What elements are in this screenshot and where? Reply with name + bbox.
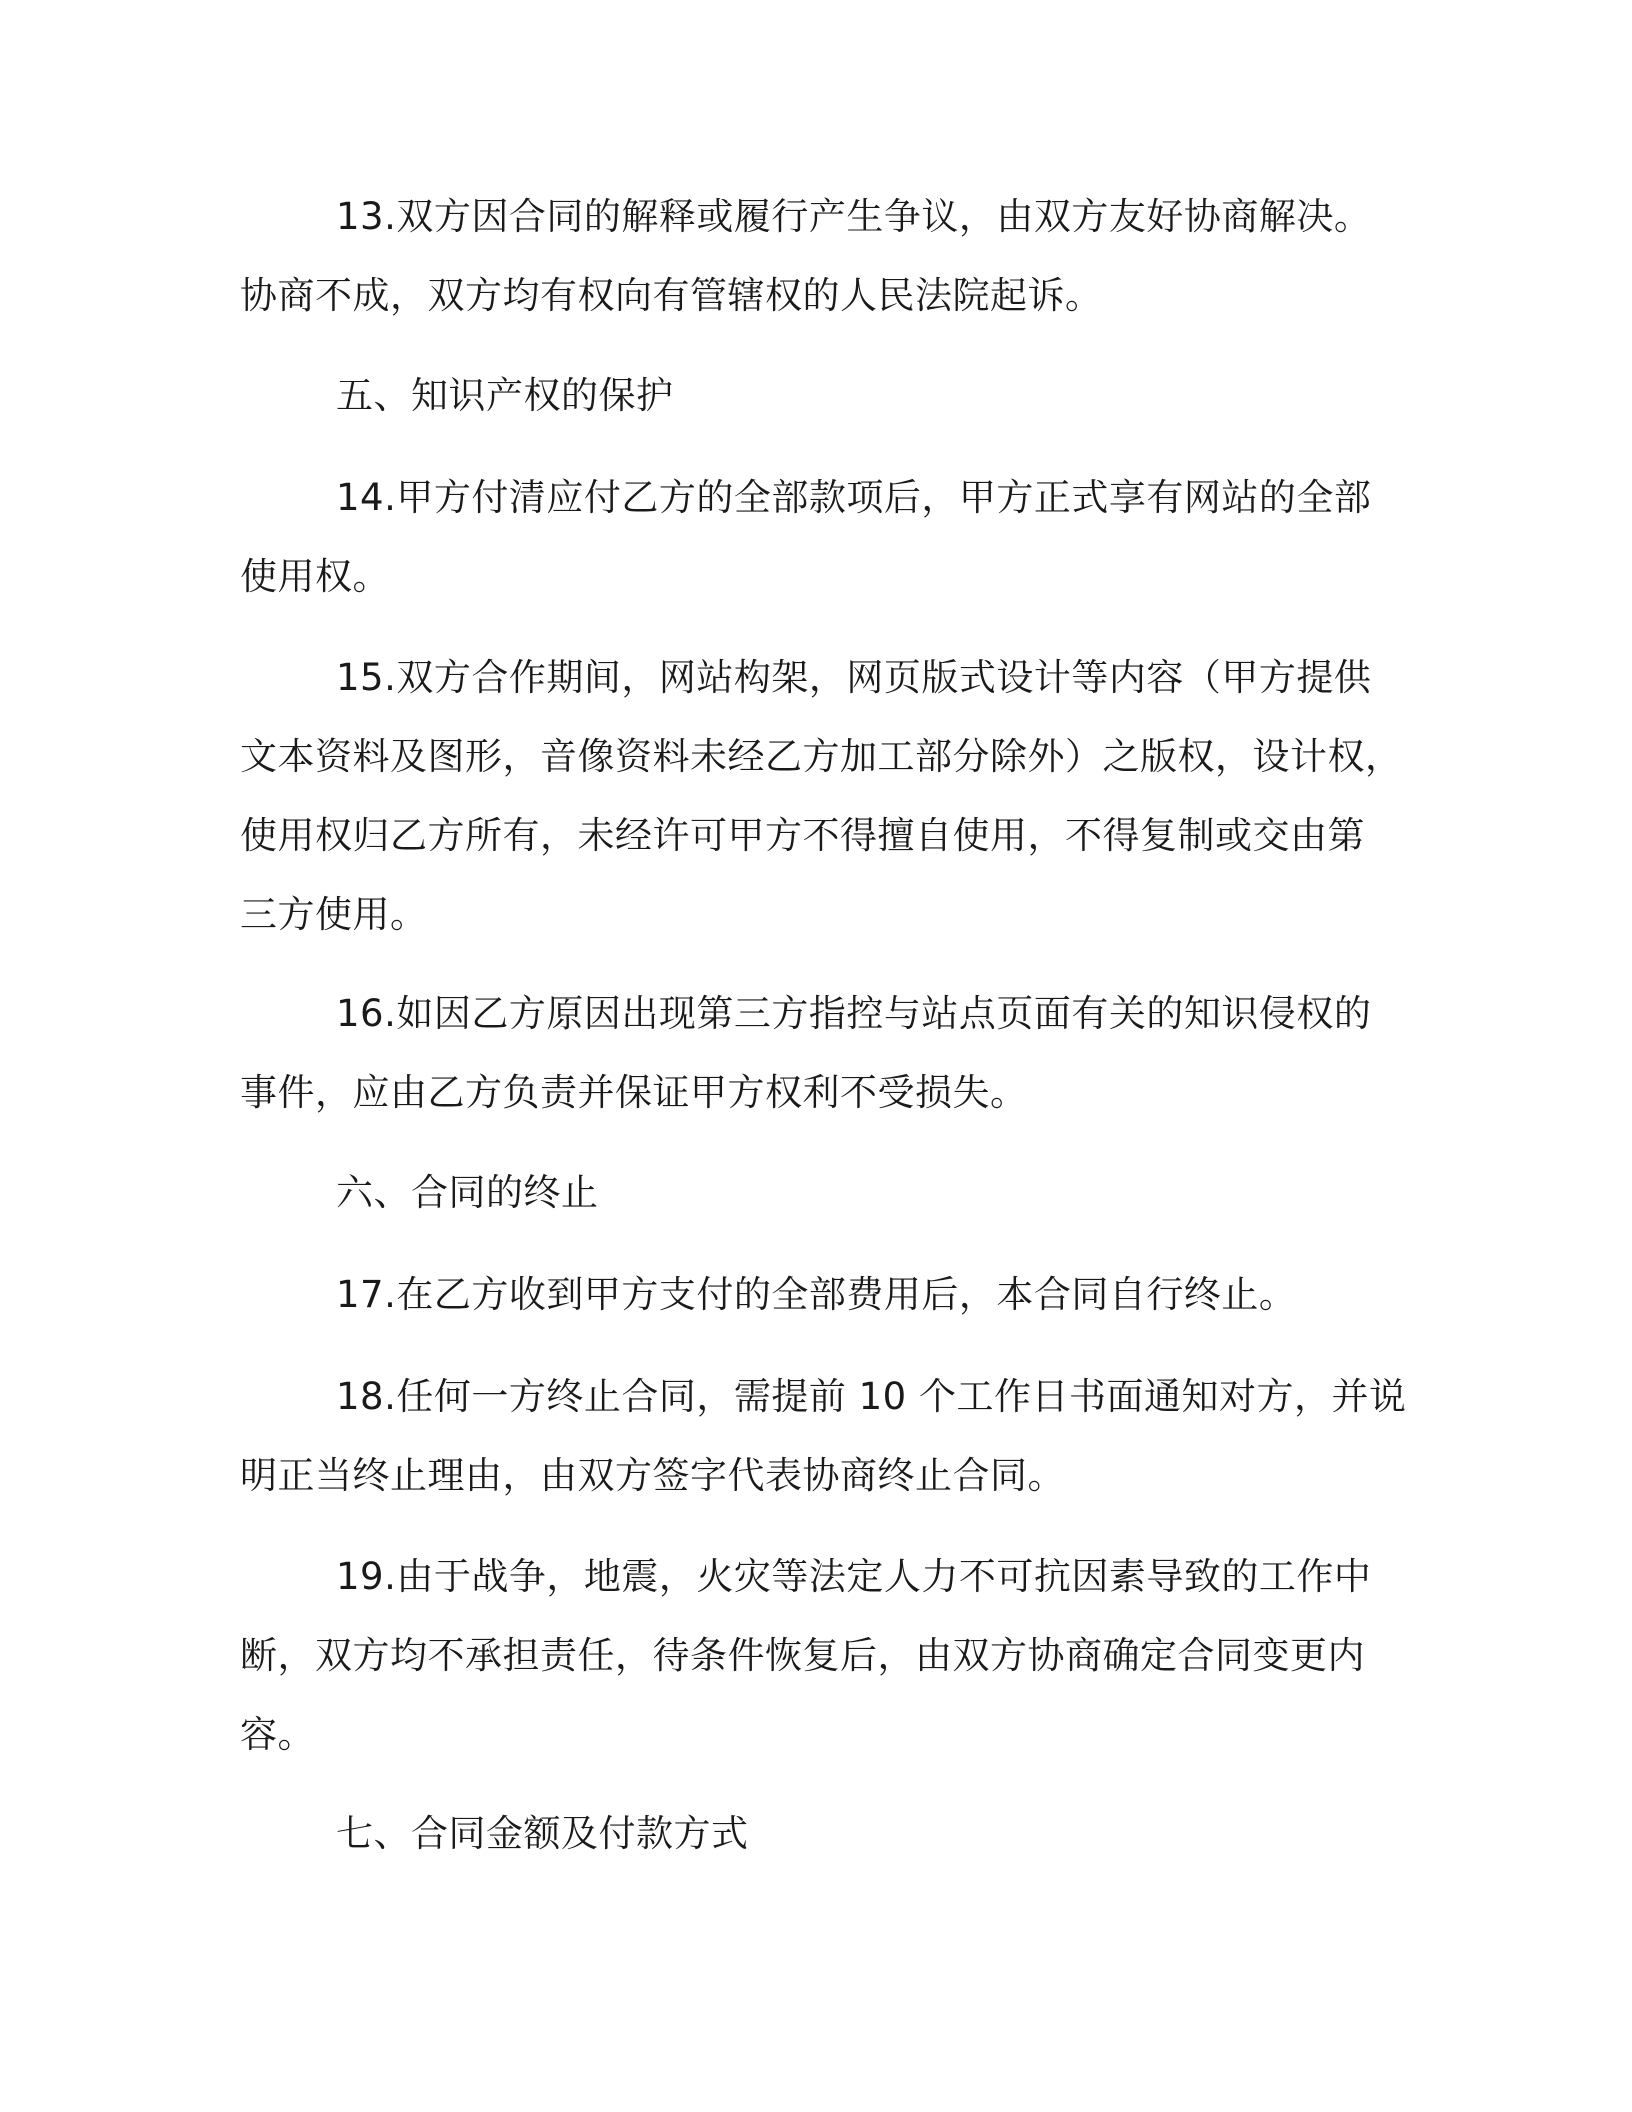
clause-18-line-1: 18.任何一方终止合同，需提前 10 个工作日书面通知对方，并说 — [336, 1375, 1407, 1418]
section-heading: 六、合同的终止 — [336, 1171, 599, 1214]
clause-19-line-1: 19.由于战争，地震，火灾等法定人力不可抗因素导致的工作中 — [336, 1555, 1372, 1598]
section-heading: 七、合同金额及付款方式 — [336, 1812, 749, 1855]
clause-17-line-1: 17.在乙方收到甲方支付的全部费用后，本合同自行终止。 — [336, 1273, 1297, 1316]
clause-13-line-1: 13.双方因合同的解释或履行产生争议，由双方友好协商解决。 — [336, 195, 1372, 238]
clause-16-line-2: 事件，应由乙方负责并保证甲方权利不受损失。 — [240, 1071, 1028, 1114]
clause-19-line-3: 容。 — [240, 1713, 315, 1756]
section-heading: 五、知识产权的保护 — [336, 374, 674, 417]
clause-14-line-2: 使用权。 — [240, 555, 390, 598]
clause-15-line-3: 使用权归乙方所有，未经许可甲方不得擅自使用，不得复制或交由第 — [240, 814, 1365, 857]
clause-13-line-2: 协商不成，双方均有权向有管辖权的人民法院起诉。 — [240, 274, 1103, 317]
clause-15-line-4: 三方使用。 — [240, 893, 428, 936]
clause-15-line-1: 15.双方合作期间，网站构架，网页版式设计等内容（甲方提供 — [336, 656, 1372, 699]
clause-16-line-1: 16.如因乙方原因出现第三方指控与站点页面有关的知识侵权的 — [336, 992, 1372, 1035]
clause-18-line-2: 明正当终止理由，由双方签字代表协商终止合同。 — [240, 1454, 1065, 1497]
clause-15-line-2: 文本资料及图形，音像资料未经乙方加工部分除外）之版权，设计权， — [240, 735, 1403, 778]
clause-19-line-2: 断，双方均不承担责任，待条件恢复后，由双方协商确定合同变更内 — [240, 1634, 1365, 1677]
clause-14-line-1: 14.甲方付清应付乙方的全部款项后，甲方正式享有网站的全部 — [336, 476, 1372, 519]
